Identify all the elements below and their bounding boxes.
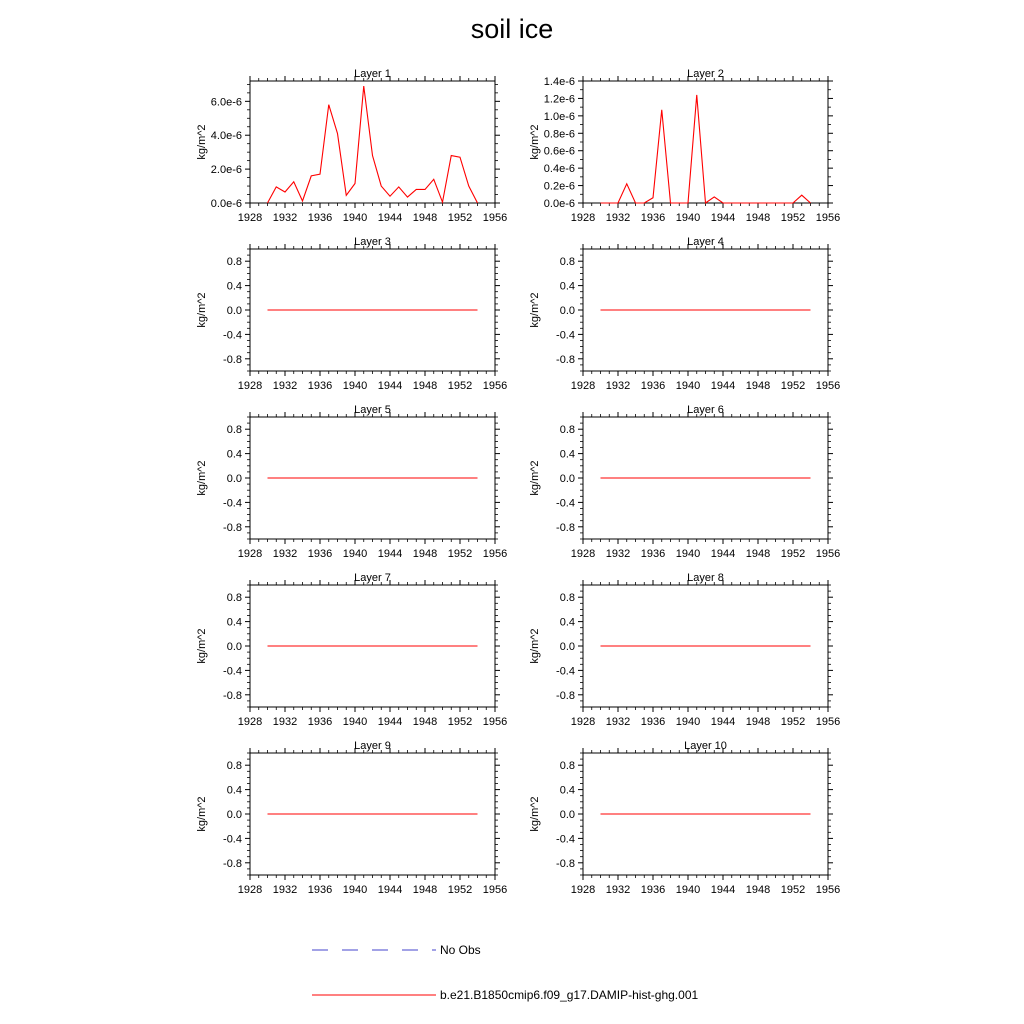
panel8-x-tick-label: 1936 bbox=[640, 716, 666, 728]
panel8-y-tick-label: 0.8 bbox=[559, 592, 575, 605]
panel4-x-tick-label: 1948 bbox=[745, 380, 771, 392]
panel5-y-tick-label: 0.0 bbox=[226, 473, 242, 485]
chart-title: soil ice bbox=[470, 14, 554, 44]
panel6-x-tick-label: 1948 bbox=[745, 548, 771, 560]
panel2-ylabel: kg/m^2 bbox=[529, 124, 541, 160]
panel7-x-tick-label: 1956 bbox=[482, 716, 508, 728]
panel1-x-tick-label: 1948 bbox=[412, 212, 438, 224]
panel8-y-tick-label: -0.8 bbox=[556, 689, 575, 702]
panel5-x-tick-label: 1936 bbox=[307, 548, 333, 560]
panel2-plot-frame bbox=[583, 81, 828, 203]
panel8-y-tick-label: 0.4 bbox=[559, 616, 575, 629]
panel5-ylabel: kg/m^2 bbox=[196, 460, 208, 496]
panel5-x-tick-label: 1944 bbox=[377, 548, 403, 560]
panel8-x-tick-label: 1956 bbox=[815, 716, 841, 728]
panel8-x-tick-label: 1928 bbox=[570, 716, 596, 728]
panel6-x-tick-label: 1944 bbox=[710, 548, 736, 560]
panel3-y-tick-label: 0.4 bbox=[226, 280, 242, 293]
panel4-title: Layer 4 bbox=[687, 236, 724, 248]
panel9-x-tick-label: 1952 bbox=[447, 884, 473, 896]
panel7-x-tick-label: 1944 bbox=[377, 716, 403, 728]
panel6-ylabel: kg/m^2 bbox=[529, 460, 541, 496]
panel3-y-tick-label: 0.0 bbox=[226, 305, 242, 317]
panel5-y-tick-label: 0.4 bbox=[226, 448, 242, 461]
panel1-x-tick-label: 1952 bbox=[447, 212, 473, 224]
panel8-x-tick-label: 1948 bbox=[745, 716, 771, 728]
panel5-y-tick-label: -0.8 bbox=[223, 521, 242, 534]
panel4-y-tick-label: 0.4 bbox=[559, 280, 575, 293]
panel10-y-tick-label: 0.4 bbox=[559, 784, 575, 797]
panel1-y-tick-label: 4.0e-6 bbox=[210, 130, 242, 143]
panel2-x-tick-label: 1948 bbox=[745, 212, 771, 224]
panel7-x-tick-label: 1948 bbox=[412, 716, 438, 728]
panel3-x-tick-label: 1936 bbox=[307, 380, 333, 392]
panel6-y-tick-label: -0.8 bbox=[556, 521, 575, 534]
panel6-x-tick-label: 1936 bbox=[640, 548, 666, 560]
panel1-x-tick-label: 1944 bbox=[377, 212, 403, 224]
panel6-x-tick-label: 1928 bbox=[570, 548, 596, 560]
panel7-x-tick-label: 1952 bbox=[447, 716, 473, 728]
panel5-y-tick-label: 0.8 bbox=[226, 424, 242, 437]
panel9-x-tick-label: 1940 bbox=[342, 884, 368, 896]
panel4-x-tick-label: 1952 bbox=[780, 380, 806, 392]
panel6-title: Layer 6 bbox=[687, 404, 724, 416]
panel7-x-tick-label: 1936 bbox=[307, 716, 333, 728]
panel6-x-tick-label: 1932 bbox=[605, 548, 631, 560]
panel3-title: Layer 3 bbox=[354, 236, 391, 248]
panel2-x-tick-label: 1944 bbox=[710, 212, 736, 224]
panel4-y-tick-label: -0.4 bbox=[556, 329, 575, 342]
panel3-y-tick-label: -0.8 bbox=[223, 353, 242, 366]
panel2-x-tick-label: 1956 bbox=[815, 212, 841, 224]
panel10-x-tick-label: 1944 bbox=[710, 884, 736, 896]
panel4-x-tick-label: 1940 bbox=[675, 380, 701, 392]
panel4-ylabel: kg/m^2 bbox=[529, 292, 541, 328]
panel3-x-tick-label: 1952 bbox=[447, 380, 473, 392]
panel3-x-tick-label: 1940 bbox=[342, 380, 368, 392]
panel7-y-tick-label: -0.4 bbox=[223, 665, 242, 678]
panel10-ylabel: kg/m^2 bbox=[529, 796, 541, 832]
panel9-x-tick-label: 1936 bbox=[307, 884, 333, 896]
panel2-y-tick-label: 0.2e-6 bbox=[543, 180, 575, 193]
panel10-title: Layer 10 bbox=[684, 740, 727, 752]
panel1-y-tick-label: 0.0e-6 bbox=[210, 198, 242, 210]
panel2-x-tick-label: 1932 bbox=[605, 212, 631, 224]
panel1-plot-frame bbox=[250, 81, 495, 203]
panel1-title: Layer 1 bbox=[354, 68, 391, 80]
panel2-y-tick-label: 0.6e-6 bbox=[543, 145, 575, 158]
panel6-y-tick-label: -0.4 bbox=[556, 497, 575, 510]
panel2-y-tick-label: 0.4e-6 bbox=[543, 163, 575, 176]
panel1-y-tick-label: 2.0e-6 bbox=[210, 164, 242, 177]
panel1-x-tick-label: 1936 bbox=[307, 212, 333, 224]
panel4-x-tick-label: 1944 bbox=[710, 380, 736, 392]
panel10-y-tick-label: 0.8 bbox=[559, 760, 575, 773]
panel1-x-tick-label: 1932 bbox=[272, 212, 298, 224]
panel5-x-tick-label: 1928 bbox=[237, 548, 263, 560]
panel4-y-tick-label: 0.0 bbox=[559, 305, 575, 317]
panel9-x-tick-label: 1932 bbox=[272, 884, 298, 896]
panel1-x-tick-label: 1940 bbox=[342, 212, 368, 224]
panel9-ylabel: kg/m^2 bbox=[196, 796, 208, 832]
panel6-x-tick-label: 1956 bbox=[815, 548, 841, 560]
panel3-y-tick-label: -0.4 bbox=[223, 329, 242, 342]
panel2-series-line bbox=[601, 95, 811, 203]
panel6-x-tick-label: 1940 bbox=[675, 548, 701, 560]
panel7-y-tick-label: -0.8 bbox=[223, 689, 242, 702]
panel2-y-tick-label: 1.4e-6 bbox=[543, 76, 575, 88]
panel9-y-tick-label: -0.4 bbox=[223, 833, 242, 846]
panel5-x-tick-label: 1948 bbox=[412, 548, 438, 560]
panel3-x-tick-label: 1944 bbox=[377, 380, 403, 392]
panel2-x-tick-label: 1928 bbox=[570, 212, 596, 224]
panel10-y-tick-label: -0.4 bbox=[556, 833, 575, 846]
panel3-x-tick-label: 1932 bbox=[272, 380, 298, 392]
panel7-ylabel: kg/m^2 bbox=[196, 628, 208, 664]
panel5-x-tick-label: 1956 bbox=[482, 548, 508, 560]
panel9-y-tick-label: -0.8 bbox=[223, 857, 242, 870]
panel10-x-tick-label: 1936 bbox=[640, 884, 666, 896]
panel8-title: Layer 8 bbox=[687, 572, 724, 584]
panel3-x-tick-label: 1956 bbox=[482, 380, 508, 392]
panel1-series-line bbox=[268, 86, 478, 203]
legend-label-no-obs: No Obs bbox=[440, 943, 481, 957]
panel8-ylabel: kg/m^2 bbox=[529, 628, 541, 664]
panel8-y-tick-label: -0.4 bbox=[556, 665, 575, 678]
panel6-y-tick-label: 0.8 bbox=[559, 424, 575, 437]
panel5-x-tick-label: 1940 bbox=[342, 548, 368, 560]
panel9-y-tick-label: 0.0 bbox=[226, 809, 242, 821]
panel7-y-tick-label: 0.4 bbox=[226, 616, 242, 629]
panel2-x-tick-label: 1952 bbox=[780, 212, 806, 224]
panel8-x-tick-label: 1952 bbox=[780, 716, 806, 728]
panel8-x-tick-label: 1940 bbox=[675, 716, 701, 728]
panel3-x-tick-label: 1948 bbox=[412, 380, 438, 392]
panel10-x-tick-label: 1940 bbox=[675, 884, 701, 896]
panel7-y-tick-label: 0.8 bbox=[226, 592, 242, 605]
panel5-x-tick-label: 1932 bbox=[272, 548, 298, 560]
panel3-x-tick-label: 1928 bbox=[237, 380, 263, 392]
panel8-y-tick-label: 0.0 bbox=[559, 641, 575, 653]
panel4-x-tick-label: 1932 bbox=[605, 380, 631, 392]
panel2-x-tick-label: 1940 bbox=[675, 212, 701, 224]
panel9-x-tick-label: 1944 bbox=[377, 884, 403, 896]
panel5-title: Layer 5 bbox=[354, 404, 391, 416]
panel10-x-tick-label: 1952 bbox=[780, 884, 806, 896]
panel4-y-tick-label: 0.8 bbox=[559, 256, 575, 269]
panel5-y-tick-label: -0.4 bbox=[223, 497, 242, 510]
panel10-x-tick-label: 1932 bbox=[605, 884, 631, 896]
panel9-y-tick-label: 0.4 bbox=[226, 784, 242, 797]
panel2-y-tick-label: 1.0e-6 bbox=[543, 110, 575, 123]
panel10-y-tick-label: 0.0 bbox=[559, 809, 575, 821]
panel9-y-tick-label: 0.8 bbox=[226, 760, 242, 773]
panel2-y-tick-label: 0.8e-6 bbox=[543, 128, 575, 141]
panel6-y-tick-label: 0.4 bbox=[559, 448, 575, 461]
panel1-x-tick-label: 1956 bbox=[482, 212, 508, 224]
panel7-y-tick-label: 0.0 bbox=[226, 641, 242, 653]
panel9-title: Layer 9 bbox=[354, 740, 391, 752]
panel3-y-tick-label: 0.8 bbox=[226, 256, 242, 269]
panel6-x-tick-label: 1952 bbox=[780, 548, 806, 560]
panel4-x-tick-label: 1956 bbox=[815, 380, 841, 392]
panel10-x-tick-label: 1956 bbox=[815, 884, 841, 896]
panel7-x-tick-label: 1928 bbox=[237, 716, 263, 728]
panel1-y-tick-label: 6.0e-6 bbox=[210, 96, 242, 109]
panel9-x-tick-label: 1956 bbox=[482, 884, 508, 896]
panel2-y-tick-label: 0.0e-6 bbox=[543, 198, 575, 210]
panel6-y-tick-label: 0.0 bbox=[559, 473, 575, 485]
panel10-x-tick-label: 1928 bbox=[570, 884, 596, 896]
panel7-title: Layer 7 bbox=[354, 572, 391, 584]
panel10-y-tick-label: -0.8 bbox=[556, 857, 575, 870]
panel9-x-tick-label: 1928 bbox=[237, 884, 263, 896]
panel4-x-tick-label: 1936 bbox=[640, 380, 666, 392]
panel9-x-tick-label: 1948 bbox=[412, 884, 438, 896]
panel3-ylabel: kg/m^2 bbox=[196, 292, 208, 328]
panel2-x-tick-label: 1936 bbox=[640, 212, 666, 224]
panel2-title: Layer 2 bbox=[687, 68, 724, 80]
panel1-ylabel: kg/m^2 bbox=[196, 124, 208, 160]
panel8-x-tick-label: 1944 bbox=[710, 716, 736, 728]
panel10-x-tick-label: 1948 bbox=[745, 884, 771, 896]
panel5-x-tick-label: 1952 bbox=[447, 548, 473, 560]
panel7-x-tick-label: 1932 bbox=[272, 716, 298, 728]
panel4-x-tick-label: 1928 bbox=[570, 380, 596, 392]
panel7-x-tick-label: 1940 bbox=[342, 716, 368, 728]
panel4-y-tick-label: -0.8 bbox=[556, 353, 575, 366]
legend-label-model-run: b.e21.B1850cmip6.f09_g17.DAMIP-hist-ghg.001 bbox=[440, 988, 699, 1002]
panel8-x-tick-label: 1932 bbox=[605, 716, 631, 728]
panel1-x-tick-label: 1928 bbox=[237, 212, 263, 224]
panel2-y-tick-label: 1.2e-6 bbox=[543, 93, 575, 106]
